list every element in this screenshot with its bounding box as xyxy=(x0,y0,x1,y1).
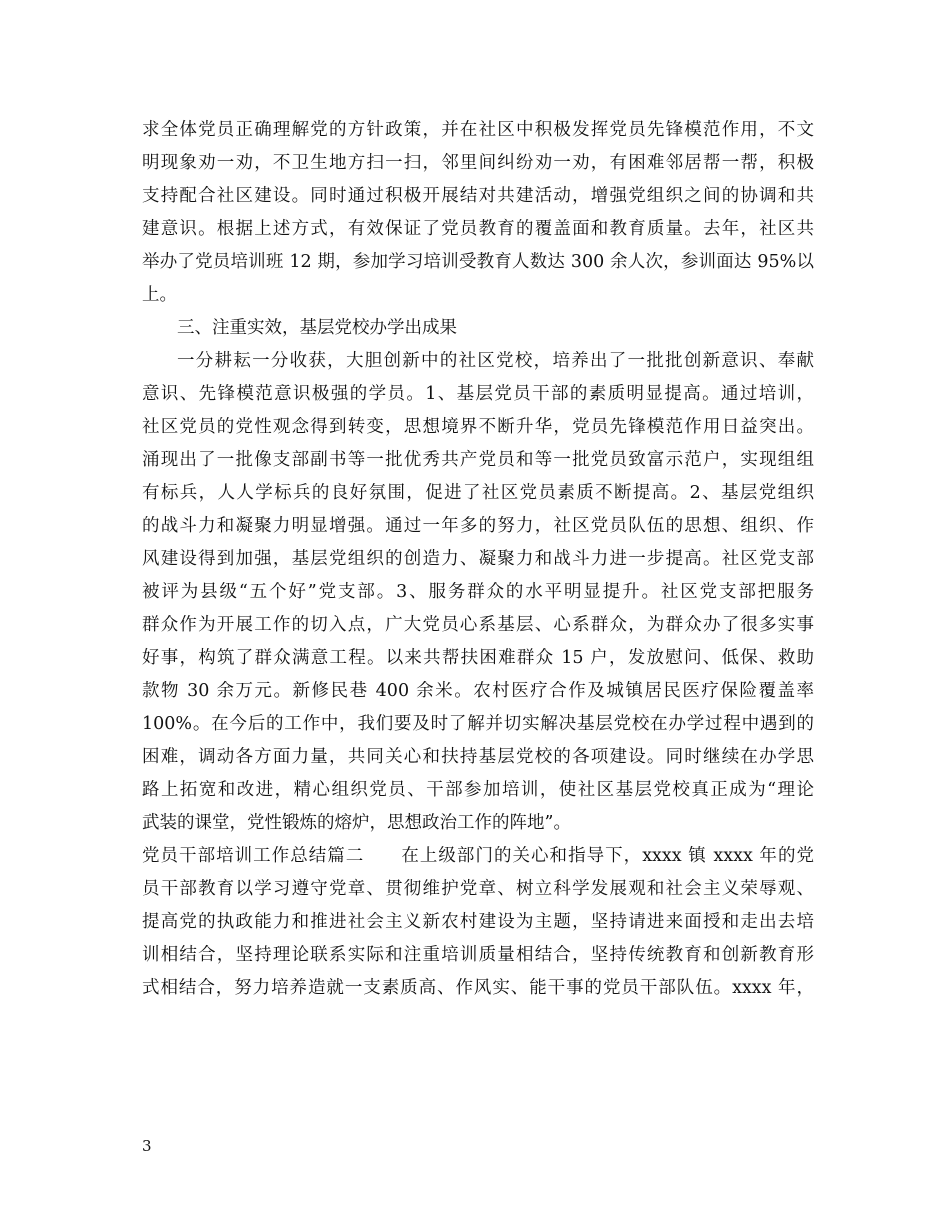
text-line-12: 有标兵，人人学标兵的良好氛围，促进了社区党员素质不断提高。2、基层党组织 xyxy=(142,483,814,503)
text-line-1: 求全体党员正确理解党的方针政策，并在社区中积极发挥党员先锋模范作用，不文 xyxy=(142,120,814,140)
text-line-18: 款物 30 余万元。新修民巷 400 余米。农村医疗合作及城镇居民医疗保险覆盖率 xyxy=(142,681,814,701)
text-line-9: 意识、先锋模范意识极强的学员。1、基层党员干部的素质明显提高。通过培训， xyxy=(142,384,814,404)
text-line-20: 困难，调动各方面力量，共同关心和扶持基层党校的各项建设。同时继续在办学思 xyxy=(142,747,814,767)
document-body xyxy=(142,114,814,1005)
text-line-22: 武装的课堂，党性锻炼的熔炉，思想政治工作的阵地”。 xyxy=(142,813,571,833)
text-line-24: 员干部教育以学习遵守党章、贯彻维护党章、树立科学发展观和社会主义荣辱观、 xyxy=(142,879,814,899)
text-line-26: 训相结合，坚持理论联系实际和注重培训质量相结合，坚持传统教育和创新教育形 xyxy=(142,945,814,965)
text-line-6: 上。 xyxy=(142,285,177,305)
text-line-27: 式相结合，努力培养造就一支素质高、作风实、能干事的党员干部队伍。xxxx 年， xyxy=(142,978,814,998)
text-line-16: 群众作为开展工作的切入点，广大党员心系基层、心系群众，为群众办了很多实事 xyxy=(142,615,814,635)
text-line-11: 涌现出了一批像支部副书等一批优秀共产党员和等一批党员致富示范户，实现组组 xyxy=(142,450,814,470)
text-line-13: 的战斗力和凝聚力明显增强。通过一年多的努力，社区党员队伍的思想、组织、作 xyxy=(142,516,814,536)
text-line-17: 好事，构筑了群众满意工程。以来共帮扶困难群众 15 户，发放慰问、低保、救助 xyxy=(142,648,814,668)
text-line-21: 路上拓宽和改进，精心组织党员、干部参加培训，使社区基层党校真正成为“理论 xyxy=(142,780,814,800)
text-line-25: 提高党的执政能力和推进社会主义新农村建设为主题，坚持请进来面授和走出去培 xyxy=(142,912,814,932)
text-line-15: 被评为县级“五个好”党支部。3、服务群众的水平明显提升。社区党支部把服务 xyxy=(142,582,814,602)
text-line-23: 党员干部培训工作总结篇二 在上级部门的关心和指导下，xxxx 镇 xxxx 年的党 xyxy=(142,846,814,866)
text-line-10: 社区党员的党性观念得到转变，思想境界不断升华，党员先锋模范作用日益突出。 xyxy=(142,417,814,437)
page-number: 3 xyxy=(142,1137,152,1155)
text-line-8: 一分耕耘一分收获，大胆创新中的社区党校，培养出了一批批创新意识、奉献 xyxy=(177,351,814,371)
text-line-4: 建意识。根据上述方式，有效保证了党员教育的覆盖面和教育质量。去年，社区共 xyxy=(142,219,814,239)
text-line-3: 支持配合社区建设。同时通过积极开展结对共建活动，增强党组织之间的协调和共 xyxy=(142,186,814,206)
text-line-19: 100%。在今后的工作中，我们要及时了解并切实解决基层党校在办学过程中遇到的 xyxy=(142,714,814,734)
text-line-2: 明现象劝一劝，不卫生地方扫一扫，邻里间纠纷劝一劝，有困难邻居帮一帮，积极 xyxy=(142,153,814,173)
text-line-14: 风建设得到加强，基层党组织的创造力、凝聚力和战斗力进一步提高。社区党支部 xyxy=(142,549,814,569)
section-heading: 三、注重实效，基层党校办学出成果 xyxy=(177,318,457,338)
text-line-5: 举办了党员培训班 12 期，参加学习培训受教育人数达 300 余人次，参训面达 95%以 xyxy=(142,252,814,272)
